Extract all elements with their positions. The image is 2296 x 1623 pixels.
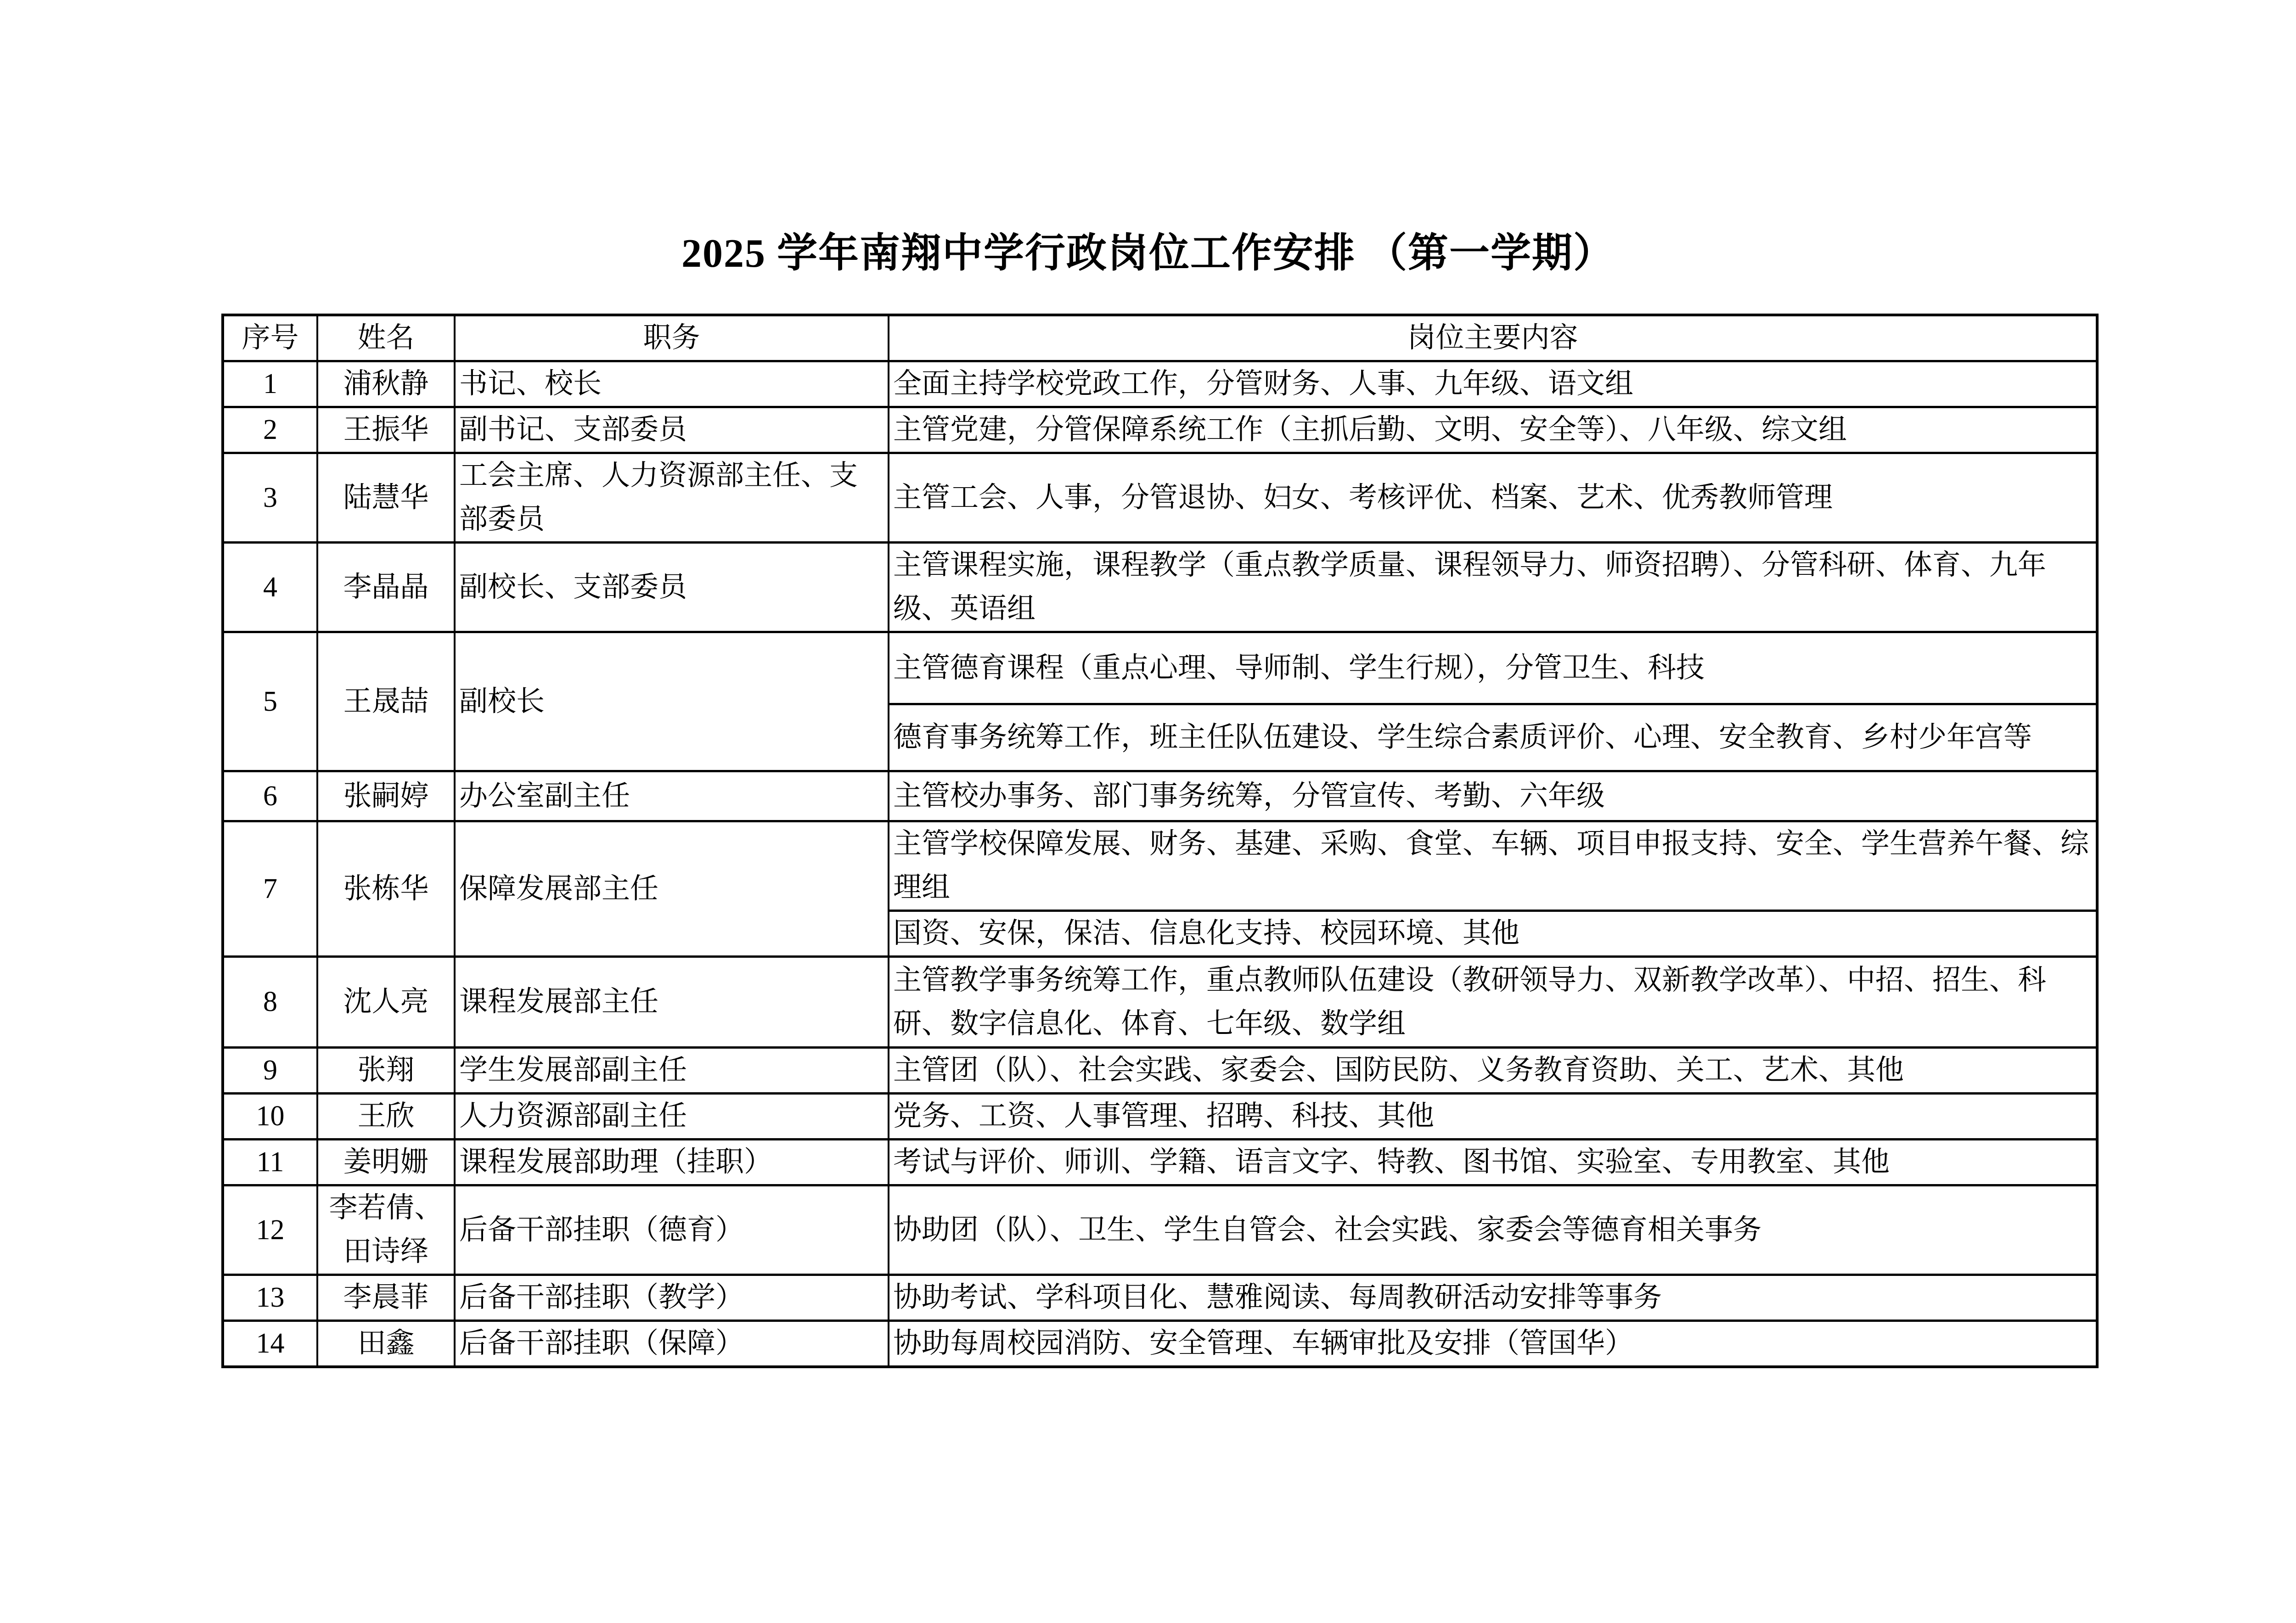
cell-num: 13: [223, 1275, 317, 1321]
cell-name: 王振华: [317, 407, 455, 453]
cell-content: 协助团（队）、卫生、学生自管会、社会实践、家委会等德育相关事务: [889, 1185, 2097, 1275]
header-cell-num: 序号: [223, 315, 317, 361]
table-row: [223, 1140, 2097, 1185]
cell-num: 6: [223, 771, 317, 821]
table-body: [223, 361, 2097, 1367]
table-row: [223, 1321, 2097, 1367]
table-row: [223, 543, 2097, 632]
header-cell-name: 姓名: [317, 315, 455, 361]
table-row: [223, 1048, 2097, 1094]
cell-duty: 课程发展部主任: [455, 957, 889, 1048]
cell-content: 主管工会、人事，分管退协、妇女、考核评优、档案、艺术、优秀教师管理: [889, 453, 2097, 543]
cell-name: 李晶晶: [317, 543, 455, 632]
table-row: [223, 1185, 2097, 1275]
cell-duty: 后备干部挂职（德育）: [455, 1185, 889, 1275]
cell-content: 党务、工资、人事管理、招聘、科技、其他: [889, 1094, 2097, 1140]
cell-duty: 保障发展部主任: [455, 821, 889, 957]
cell-name: 李晨菲: [317, 1275, 455, 1321]
cell-content: 主管课程实施，课程教学（重点教学质量、课程领导力、师资招聘）、分管科研、体育、九年级、英语组: [889, 543, 2097, 632]
cell-content: 德育事务统筹工作，班主任队伍建设、学生综合素质评价、心理、安全教育、乡村少年宫等: [889, 704, 2097, 771]
cell-num: 3: [223, 453, 317, 543]
cell-name: 李若倩、田诗绎: [317, 1185, 455, 1275]
cell-duty: 人力资源部副主任: [455, 1094, 889, 1140]
cell-num: 8: [223, 957, 317, 1048]
cell-num: 4: [223, 543, 317, 632]
table-row: [223, 1275, 2097, 1321]
cell-content: 考试与评价、师训、学籍、语言文字、特教、图书馆、实验室、专用教室、其他: [889, 1140, 2097, 1185]
cell-content: 协助每周校园消防、安全管理、车辆审批及安排（管国华）: [889, 1321, 2097, 1367]
cell-duty: 课程发展部助理（挂职）: [455, 1140, 889, 1185]
table-row: [223, 1094, 2097, 1140]
cell-content: 主管校办事务、部门事务统筹，分管宣传、考勤、六年级: [889, 771, 2097, 821]
cell-name: 张栋华: [317, 821, 455, 957]
cell-name: 浦秋静: [317, 361, 455, 407]
cell-num: 2: [223, 407, 317, 453]
cell-name: 张嗣婷: [317, 771, 455, 821]
cell-content: 协助考试、学科项目化、慧雅阅读、每周教研活动安排等事务: [889, 1275, 2097, 1321]
cell-num: 1: [223, 361, 317, 407]
table-row: [223, 361, 2097, 407]
assignment-table: [221, 314, 2099, 1368]
cell-content: 主管教学事务统筹工作，重点教师队伍建设（教研领导力、双新教学改革）、中招、招生、科研、数字信息化、体育、七年级、数学组: [889, 957, 2097, 1048]
cell-name: 沈人亮: [317, 957, 455, 1048]
table-row: [223, 957, 2097, 1048]
page-title: 2025 学年南翔中学行政岗位工作安排 （第一学期）: [681, 231, 1615, 276]
cell-duty: 后备干部挂职（教学）: [455, 1275, 889, 1321]
table-row: [223, 407, 2097, 453]
header-cell-content: 岗位主要内容: [889, 315, 2097, 361]
header-row: [223, 315, 2097, 361]
cell-num: 10: [223, 1094, 317, 1140]
table-row: [223, 821, 2097, 911]
cell-duty: 办公室副主任: [455, 771, 889, 821]
cell-content: 主管党建，分管保障系统工作（主抓后勤、文明、安全等）、八年级、综文组: [889, 407, 2097, 453]
table-row: [223, 771, 2097, 821]
cell-num: 5: [223, 632, 317, 771]
cell-content: 国资、安保，保洁、信息化支持、校园环境、其他: [889, 911, 2097, 957]
cell-num: 12: [223, 1185, 317, 1275]
cell-num: 9: [223, 1048, 317, 1094]
cell-duty: 学生发展部副主任: [455, 1048, 889, 1094]
cell-name: 陆慧华: [317, 453, 455, 543]
cell-duty: 副校长、支部委员: [455, 543, 889, 632]
cell-duty: 书记、校长: [455, 361, 889, 407]
cell-content: 主管德育课程（重点心理、导师制、学生行规），分管卫生、科技: [889, 632, 2097, 704]
header-cell-duty: 职务: [455, 315, 889, 361]
cell-duty: 副校长: [455, 632, 889, 771]
cell-content: 主管团（队）、社会实践、家委会、国防民防、义务教育资助、关工、艺术、其他: [889, 1048, 2097, 1094]
cell-name: 王晟喆: [317, 632, 455, 771]
cell-num: 7: [223, 821, 317, 957]
cell-name: 姜明姗: [317, 1140, 455, 1185]
cell-duty: 工会主席、人力资源部主任、支部委员: [455, 453, 889, 543]
cell-num: 11: [223, 1140, 317, 1185]
cell-content: 主管学校保障发展、财务、基建、采购、食堂、车辆、项目申报支持、安全、学生营养午餐、综理组: [889, 821, 2097, 911]
cell-content: 全面主持学校党政工作，分管财务、人事、九年级、语文组: [889, 361, 2097, 407]
cell-duty: 副书记、支部委员: [455, 407, 889, 453]
cell-num: 14: [223, 1321, 317, 1367]
cell-name: 王欣: [317, 1094, 455, 1140]
table-row: [223, 632, 2097, 704]
cell-name: 张翔: [317, 1048, 455, 1094]
cell-name: 田鑫: [317, 1321, 455, 1367]
table-row: [223, 453, 2097, 543]
cell-duty: 后备干部挂职（保障）: [455, 1321, 889, 1367]
